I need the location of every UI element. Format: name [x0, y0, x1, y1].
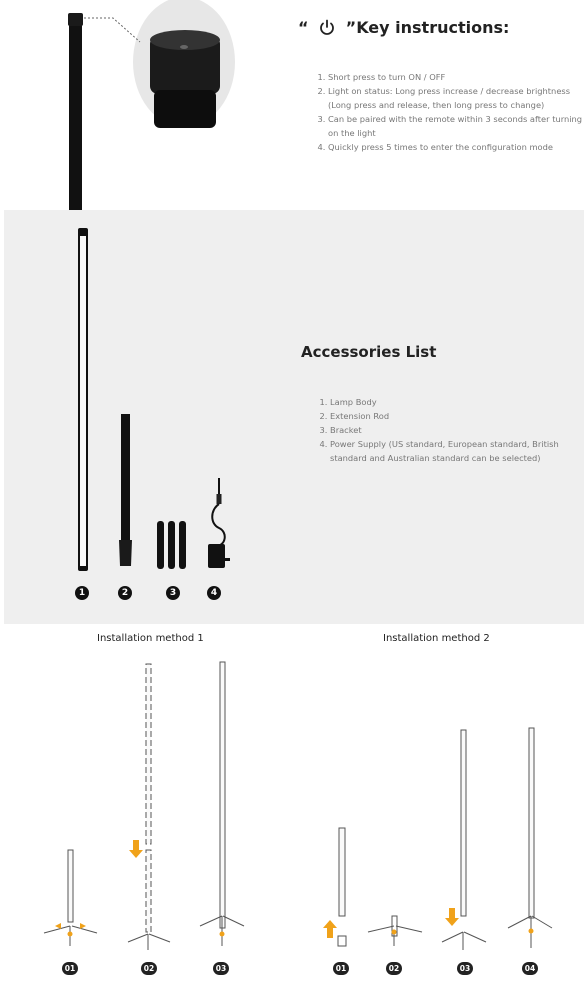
quote-mark: “ [298, 18, 309, 37]
accessories-illustration [4, 210, 264, 624]
accessory-number-2: 2 [118, 586, 132, 600]
accessory-number-3: 3 [166, 586, 180, 600]
key-instructions-section [0, 0, 588, 210]
list-item: 2. Extension Rod [330, 409, 560, 423]
lamp-detail-illustration [0, 0, 290, 210]
key-title-text: ”Key instructions: [345, 18, 510, 37]
method1-step-1-badge: 01 [62, 962, 78, 975]
key-instructions-title [298, 18, 509, 40]
method2-step-3-badge: 03 [457, 962, 473, 975]
list-item: 1. Short press to turn ON / OFF [328, 70, 588, 84]
power-icon [318, 18, 336, 40]
method2-step-4-badge: 04 [522, 962, 538, 975]
accessories-title: Accessories List [301, 343, 437, 361]
list-item: 3. Bracket [330, 423, 560, 437]
installation-method-1-title: Installation method 1 [97, 633, 204, 644]
list-item: 4. Power Supply (US standard, European standard, British standard and Australian standard can be selected) [330, 437, 560, 465]
list-item: 1. Lamp Body [330, 395, 560, 409]
method2-step-2-badge: 02 [386, 962, 402, 975]
accessories-section [4, 210, 584, 624]
installation-illustration [0, 650, 588, 960]
list-item: 3. Can be paired with the remote within 3 seconds after turning on the light [328, 112, 588, 140]
list-item: 4. Quickly press 5 times to enter the configuration mode [328, 140, 588, 154]
key-steps-list [316, 70, 588, 154]
accessories-list [318, 395, 560, 465]
method1-step-3-badge: 03 [213, 962, 229, 975]
method2-step-1-badge: 01 [333, 962, 349, 975]
accessory-number-4: 4 [207, 586, 221, 600]
method1-step-2-badge: 02 [141, 962, 157, 975]
installation-method-2-title: Installation method 2 [383, 633, 490, 644]
list-item: 2. Light on status: Long press increase / decrease brightness (Long press and release, then long press to change) [328, 84, 588, 112]
accessory-number-1: 1 [75, 586, 89, 600]
